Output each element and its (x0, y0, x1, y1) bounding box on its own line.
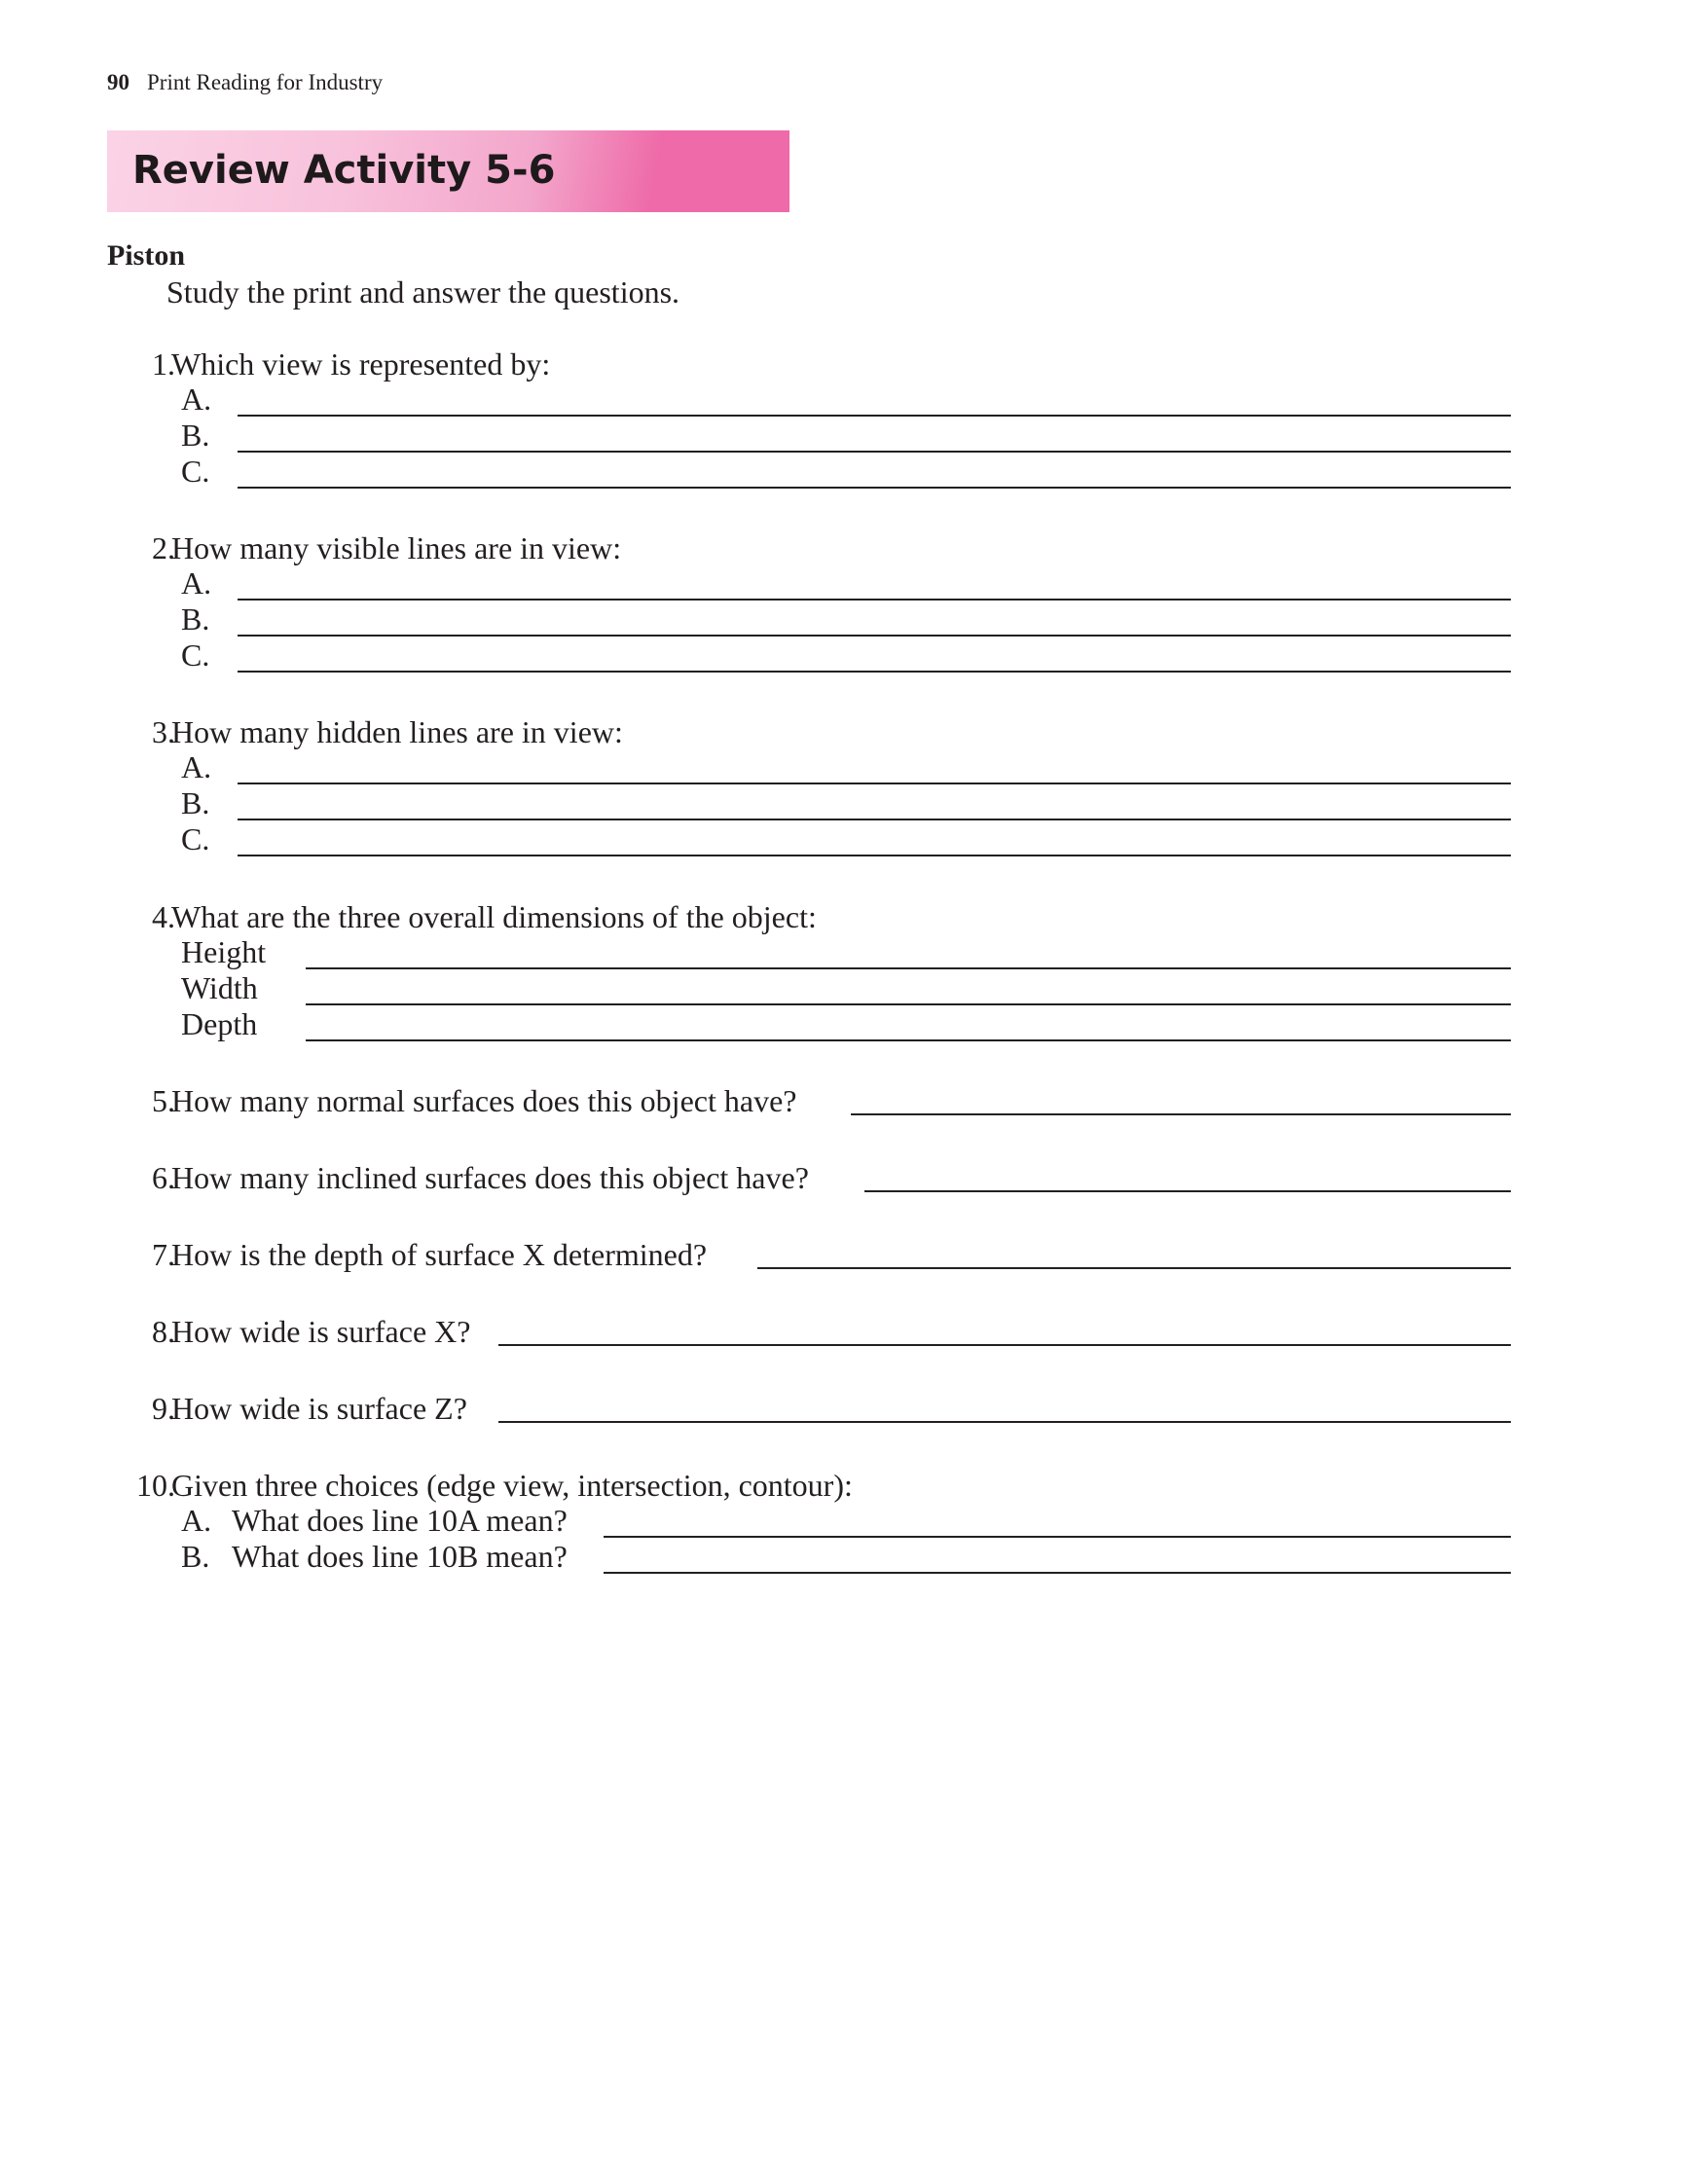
question-number: 10. (136, 1468, 175, 1503)
answer-rule[interactable] (238, 415, 1511, 417)
question-text: What are the three overall dimensions of the object: (171, 899, 817, 934)
answer-rule[interactable] (604, 1536, 1511, 1538)
question-number: 2. (152, 530, 175, 565)
answer-line-3b[interactable] (181, 785, 1511, 822)
question-number: 9. (152, 1391, 175, 1426)
question-number: 4. (152, 899, 175, 934)
answer-rule[interactable] (238, 783, 1511, 784)
subitem-text: What does line 10B mean? (232, 1539, 568, 1574)
answer-rule[interactable] (238, 819, 1511, 820)
instructions: Study the print and answer the questions. (166, 274, 680, 309)
subitem-label: Height (181, 934, 267, 969)
answer-line-10a[interactable] (181, 1503, 1511, 1540)
page-number: 90 (107, 70, 129, 94)
answer-rule[interactable] (238, 635, 1511, 637)
answer-rule-6[interactable] (864, 1190, 1511, 1192)
subitem-label: A. (181, 382, 212, 417)
activity-title: Review Activity 5-6 (132, 148, 556, 193)
question-number: 8. (152, 1314, 175, 1349)
answer-line-height[interactable] (181, 934, 1511, 971)
answer-rule-5[interactable] (851, 1113, 1511, 1115)
subitem-label: B. (181, 601, 210, 637)
subitem-label: C. (181, 821, 210, 856)
running-head (107, 70, 383, 95)
subitem-label: A. (181, 1503, 212, 1538)
question-text: How many visible lines are in view: (171, 530, 622, 565)
subitem-label: A. (181, 565, 212, 601)
answer-rule[interactable] (238, 671, 1511, 673)
answer-line-1a[interactable] (181, 382, 1511, 419)
subitem-label: C. (181, 637, 210, 673)
question-text: How many hidden lines are in view: (171, 714, 623, 749)
question-text: Given three choices (edge view, intersection, contour): (171, 1468, 853, 1503)
answer-rule-8[interactable] (498, 1344, 1511, 1346)
answer-rule-9[interactable] (498, 1421, 1511, 1423)
answer-line-depth[interactable] (181, 1006, 1511, 1043)
answer-line-2a[interactable] (181, 565, 1511, 602)
answer-rule-7[interactable] (757, 1267, 1511, 1269)
question-text: How wide is surface Z? (171, 1391, 467, 1426)
question-text: How wide is surface X? (171, 1314, 471, 1349)
answer-line-width[interactable] (181, 970, 1511, 1007)
activity-banner (107, 130, 789, 212)
section-title: Piston (107, 239, 186, 272)
answer-rule[interactable] (306, 967, 1511, 969)
question-number: 6. (152, 1160, 175, 1195)
answer-line-2c[interactable] (181, 637, 1511, 674)
answer-rule[interactable] (306, 1039, 1511, 1041)
answer-line-1b[interactable] (181, 418, 1511, 455)
answer-rule[interactable] (238, 599, 1511, 601)
subitem-label: Width (181, 970, 258, 1005)
answer-line-3c[interactable] (181, 821, 1511, 858)
subitem-label: C. (181, 454, 210, 489)
answer-rule[interactable] (238, 451, 1511, 453)
subitem-text: What does line 10A mean? (232, 1503, 568, 1538)
subitem-label: B. (181, 418, 210, 453)
question-text: Which view is represented by: (171, 346, 551, 382)
answer-line-3a[interactable] (181, 749, 1511, 786)
subitem-label: B. (181, 1539, 210, 1574)
book-title: Print Reading for Industry (147, 70, 384, 94)
question-text: How many inclined surfaces does this object have? (171, 1160, 809, 1195)
answer-line-2b[interactable] (181, 601, 1511, 638)
subitem-label: Depth (181, 1006, 258, 1041)
subitem-label: B. (181, 785, 210, 820)
question-text: How many normal surfaces does this object have? (171, 1083, 797, 1118)
answer-rule[interactable] (306, 1003, 1511, 1005)
question-number: 1. (152, 346, 175, 382)
question-number: 3. (152, 714, 175, 749)
subitem-label: A. (181, 749, 212, 784)
answer-rule[interactable] (238, 487, 1511, 489)
question-number: 7. (152, 1237, 175, 1272)
answer-rule[interactable] (604, 1572, 1511, 1574)
answer-line-10b[interactable] (181, 1539, 1511, 1576)
question-text: How is the depth of surface X determined? (171, 1237, 708, 1272)
question-number: 5. (152, 1083, 175, 1118)
answer-line-1c[interactable] (181, 454, 1511, 491)
answer-rule[interactable] (238, 855, 1511, 856)
